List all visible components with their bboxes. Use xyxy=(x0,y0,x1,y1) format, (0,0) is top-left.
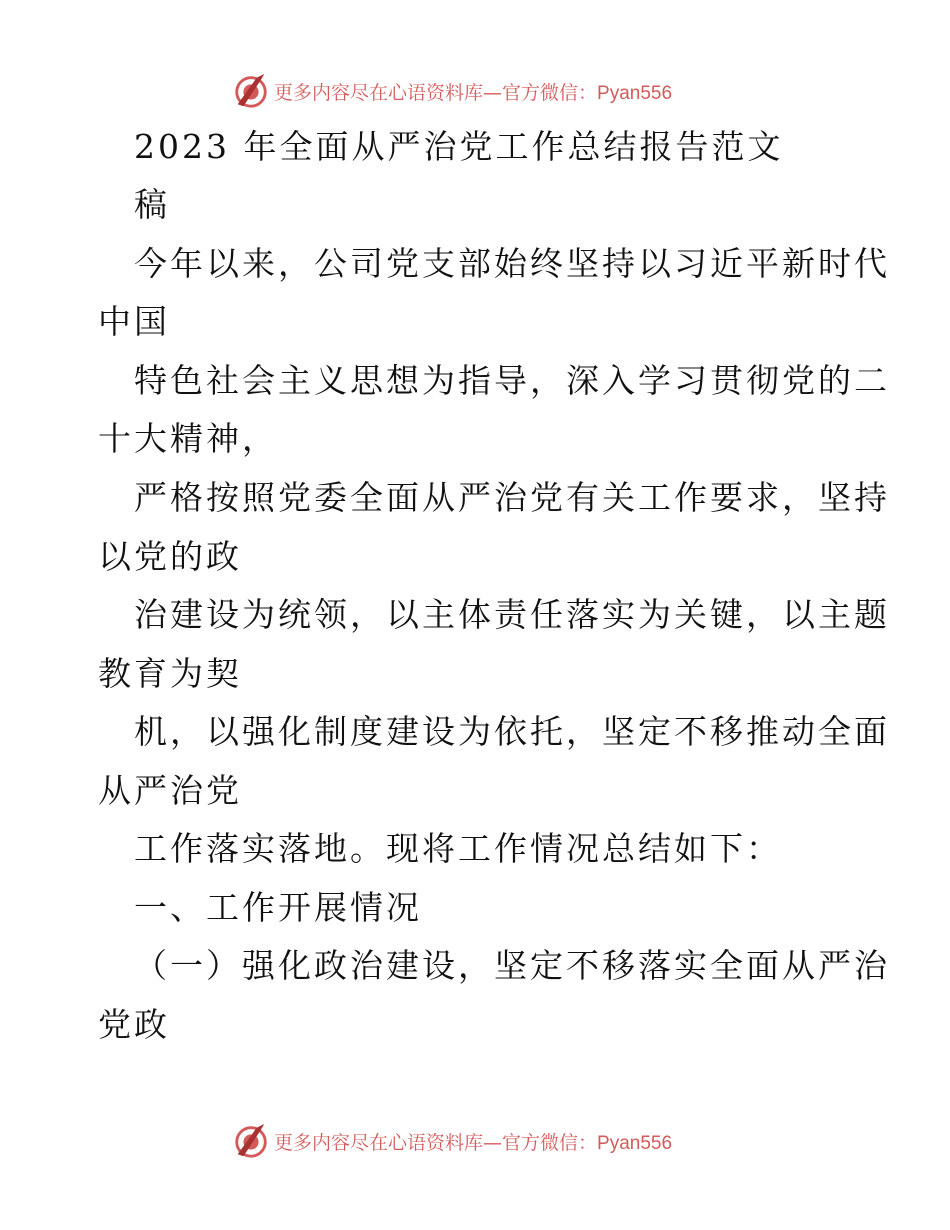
subsection-heading-continued: 党政 xyxy=(98,1005,170,1044)
quill-seal-icon xyxy=(232,1122,270,1160)
footer-watermark xyxy=(232,1121,732,1161)
paragraph-line: 今年以来，公司党支部始终坚持以习近平新时代 xyxy=(134,244,890,283)
watermark-text: 更多内容尽在心语资料库—官方微信：Pyan556 xyxy=(274,81,673,104)
section-heading: 一、工作开展情况 xyxy=(134,888,422,927)
paragraph-line: 机，以强化制度建设为依托，坚定不移推动全面 xyxy=(134,712,890,751)
document-title: 2023 年全面从严治党工作总结报告范文 xyxy=(134,127,784,166)
quill-seal-icon xyxy=(232,72,270,110)
paragraph-line: 以党的政 xyxy=(98,537,242,576)
paragraph-line: 严格按照党委全面从严治党有关工作要求，坚持 xyxy=(134,478,890,517)
paragraph-line: 中国 xyxy=(98,302,170,341)
paragraph-line: 特色社会主义思想为指导，深入学习贯彻党的二 xyxy=(134,361,890,400)
subsection-heading: （一）强化政治建设，坚定不移落实全面从严治 xyxy=(134,946,890,985)
paragraph-line: 工作落实落地。现将工作情况总结如下： xyxy=(134,829,782,868)
paragraph-line: 治建设为统领，以主体责任落实为关键，以主题 xyxy=(134,595,890,634)
paragraph-line: 教育为契 xyxy=(98,654,242,693)
watermark-text: 更多内容尽在心语资料库—官方微信：Pyan556 xyxy=(274,1131,673,1154)
document-title-continued: 稿 xyxy=(134,185,170,224)
header-watermark xyxy=(232,71,732,111)
paragraph-line: 从严治党 xyxy=(98,771,242,810)
paragraph-line: 十大精神， xyxy=(98,419,278,458)
